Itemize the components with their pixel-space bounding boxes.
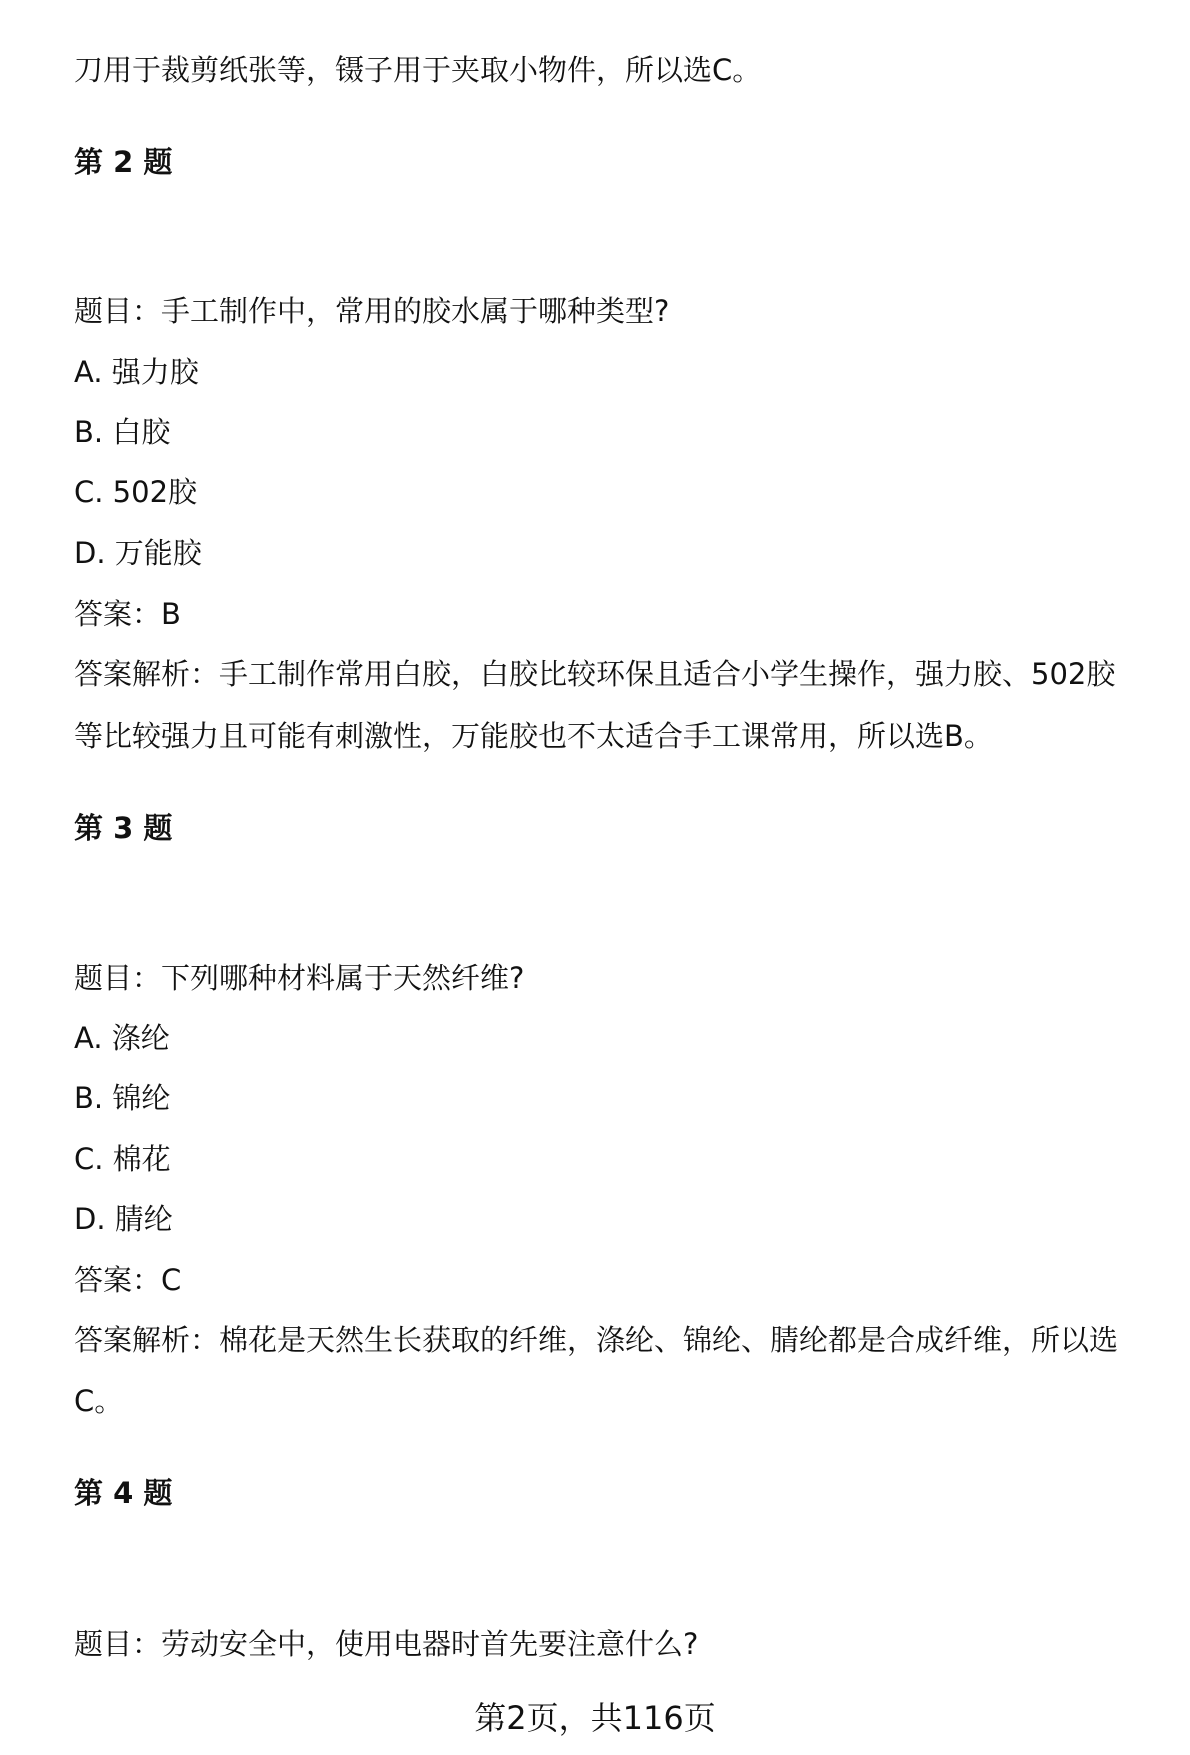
question-3-explanation-line-1: 答案解析：棉花是天然生长获取的纤维，涤纶、锦纶、腈纶都是合成纤维，所以选	[74, 1323, 1119, 1357]
question-3-prompt: 题目：下列哪种材料属于天然纤维?	[74, 961, 525, 995]
question-2-explanation-line-1: 答案解析：手工制作常用白胶，白胶比较环保且适合小学生操作，强力胶、502胶	[74, 657, 1116, 691]
question-2-option-c: C. 502胶	[74, 475, 198, 509]
question-3-heading: 第 3 题	[74, 811, 173, 845]
question-2-prompt: 题目：手工制作中，常用的胶水属于哪种类型?	[74, 294, 670, 328]
question-2-heading: 第 2 题	[74, 145, 173, 179]
page-number-footer: 第2页，共116页	[474, 1699, 716, 1737]
question-3-explanation-line-2: C。	[74, 1384, 124, 1418]
question-2-option-a: A. 强力胶	[74, 355, 199, 389]
question-2-explanation-line-2: 等比较强力且可能有刺激性，万能胶也不太适合手工课常用，所以选B。	[74, 719, 993, 753]
question-2-answer: 答案：B	[74, 597, 181, 631]
question-2-option-d: D. 万能胶	[74, 536, 202, 570]
carryover-explanation-text: 刀用于裁剪纸张等，镊子用于夹取小物件，所以选C。	[74, 53, 762, 87]
question-3-option-d: D. 腈纶	[74, 1202, 173, 1236]
question-3-answer: 答案：C	[74, 1263, 182, 1297]
question-3-option-b: B. 锦纶	[74, 1081, 171, 1115]
question-4-heading: 第 4 题	[74, 1476, 173, 1510]
question-4-prompt: 题目：劳动安全中，使用电器时首先要注意什么?	[74, 1627, 699, 1661]
question-3-option-a: A. 涤纶	[74, 1021, 170, 1055]
question-2-option-b: B. 白胶	[74, 415, 171, 449]
question-3-option-c: C. 棉花	[74, 1142, 171, 1176]
